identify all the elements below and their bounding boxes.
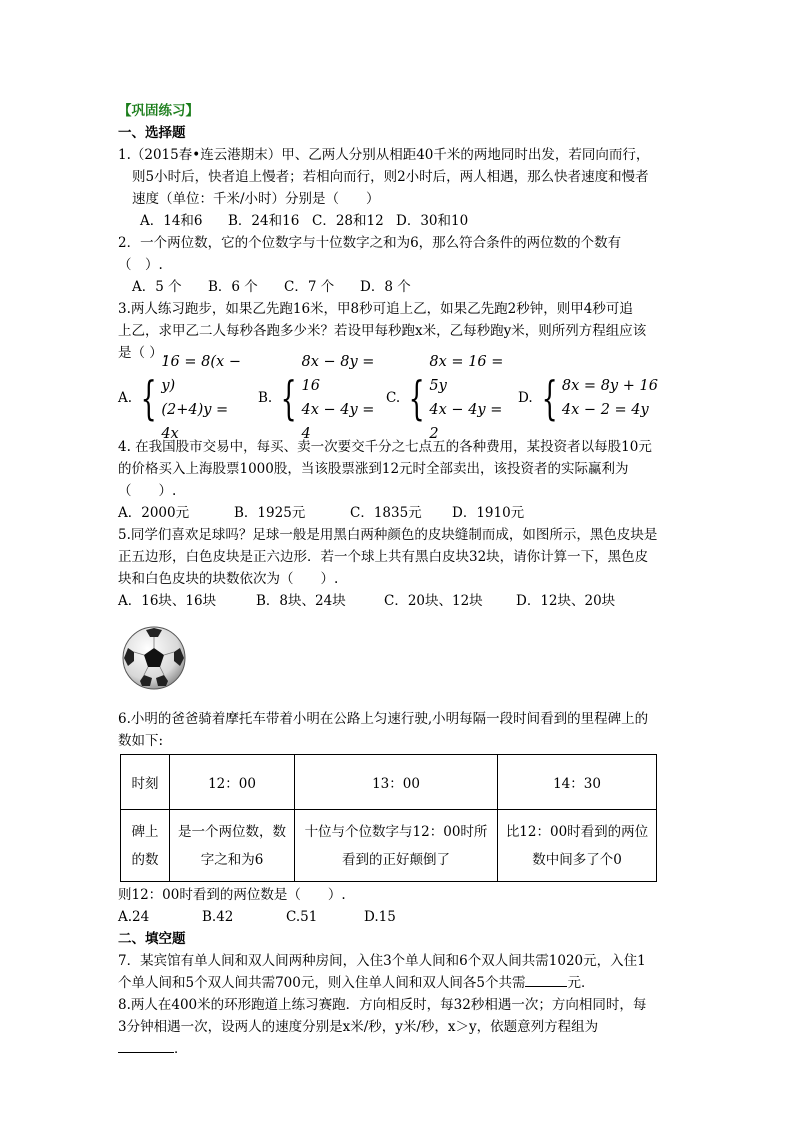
q2-option-c: C．7 个 (284, 279, 335, 295)
q6-option-c: C.51 (286, 909, 318, 925)
q7-line2 (118, 972, 678, 994)
q3-a-eq1: 16 = 8(x − y) (161, 354, 241, 394)
q1-line3: 速度（单位：千米/小时）分别是（ ） (132, 191, 380, 207)
table-row (121, 810, 657, 882)
q3-option-c-label: C. (386, 390, 401, 406)
q5-option-a: A．16块、16块 (118, 593, 217, 609)
q5-option-d: D．12块、20块 (516, 593, 616, 609)
q1-option-c: C．28和12 (312, 213, 384, 229)
q3-line2: 上乙，求甲乙二人每秒各跑多少米？若设甲每秒跑x米，乙每秒跑y米，则所列方程组应该 (118, 323, 647, 339)
number-cell-3-line2: 数中间多了个0 (532, 851, 622, 868)
q4-option-d: D．1910元 (452, 505, 525, 521)
section-header: 【巩固练习】 (118, 103, 199, 119)
number-cell-2-line1: 十位与个位数字与12：00时所 (304, 823, 488, 840)
q1-option-d: D．30和10 (396, 213, 469, 229)
q4-option-a: A．2000元 (118, 505, 190, 521)
q3-a-eq2: (2+4)y = 4x (161, 402, 229, 442)
row-header-time: 时刻 (121, 755, 170, 810)
q3-option-d (518, 371, 658, 425)
q2-line1: 2．一个两位数，它的个位数字与十位数字之和为6，那么符合条件的两位数的个数有 (118, 235, 622, 251)
row-header-number-line2: 的数 (131, 851, 159, 868)
q3-line3: 是（ ）. (118, 345, 168, 361)
q6-line1: 6.小明的爸爸骑着摩托车带着小明在公路上匀速行驶,小明每隔一段时间看到的里程碑上的 (118, 711, 649, 727)
question-1 (118, 144, 678, 232)
number-cell-1-line1: 是一个两位数，数 (178, 823, 286, 840)
q7-line2-suffix: 元． (567, 975, 595, 991)
q3-d-eq1: 8x = 8y + 16 (561, 378, 658, 394)
q3-d-eq2: 4x − 2 = 4y (561, 402, 649, 418)
milestone-table (120, 754, 657, 882)
q8-answer-blank[interactable] (118, 1038, 174, 1053)
q7-line2-text: 个单人间和5个双人间共需700元，则入住单人间和双人间各5个共需 (118, 975, 526, 991)
q2-option-b: B．6 个 (208, 279, 258, 295)
brace-icon: { (140, 371, 157, 425)
q8-line3 (118, 1038, 678, 1060)
table-row (121, 755, 657, 810)
q3-option-b-label: B. (258, 390, 273, 406)
q4-option-c: C．1835元 (350, 505, 422, 521)
q8-line3-suffix: ． (174, 1041, 188, 1057)
brace-icon: { (408, 371, 425, 425)
row-header-number (121, 810, 170, 882)
question-7 (118, 950, 678, 994)
number-cell-3-line1: 比12：00时看到的两位 (505, 823, 649, 840)
question-4 (118, 436, 678, 524)
q5-option-c: C．20块、12块 (384, 593, 483, 609)
question-8 (118, 994, 678, 1060)
q5-line2: 正五边形，白色皮块是正六边形．若一个球上共有黑白皮块32块，请你计算一下，黑色皮 (118, 549, 649, 565)
q6-option-d: D.15 (364, 909, 396, 925)
q1-option-a: A．14和6 (140, 213, 203, 229)
question-6 (118, 708, 678, 928)
q3-c-eq1: 8x = 16 = 5y (429, 354, 504, 394)
q8-line1: 8.两人在400米的环形跑道上练习赛跑．方向相反时，每32秒相遇一次；方向相同时，每 (118, 997, 647, 1013)
number-cell-1-line2: 字之和为6 (200, 851, 264, 868)
q1-option-b: B．24和16 (228, 213, 300, 229)
number-cell-1 (170, 810, 295, 882)
q2-option-a: A．5 个 (132, 279, 182, 295)
question-5 (118, 524, 678, 708)
q3-option-a-label: A. (118, 390, 133, 406)
q2-line2: （ ）. (118, 257, 163, 273)
q6-options (118, 906, 678, 928)
time-cell-2: 13：00 (295, 755, 498, 810)
q3-options (118, 354, 678, 442)
question-2 (118, 232, 678, 298)
q7-line1: 7．某宾馆有单人间和双人间两种房间，入住3个单人间和6个双人间共需1020元，入住1 (118, 953, 646, 969)
q5-option-b: B．8块、24块 (256, 593, 346, 609)
q6-option-a: A.24 (118, 909, 150, 925)
q4-line2: 的价格买入上海股票1000股，当该股票涨到12元时全部卖出，该投资者的实际赢利为 (118, 461, 629, 477)
q6-option-b: B.42 (202, 909, 234, 925)
time-cell-3: 14：30 (498, 755, 657, 810)
q3-option-b (258, 350, 376, 446)
q3-b-eq2: 4x − 4y = 4 (301, 402, 375, 442)
part1-title: 一、选择题 (118, 125, 186, 141)
question-3 (118, 298, 678, 442)
q4-options (118, 502, 678, 524)
brace-icon: { (280, 371, 297, 425)
q3-option-c (386, 350, 508, 446)
time-cell-1: 12：00 (170, 755, 295, 810)
q6-line3: 则12：00时看到的两位数是（ ）. (118, 887, 346, 903)
q2-option-d: D．8 个 (360, 279, 411, 295)
q4-option-b: B．1925元 (234, 505, 306, 521)
q6-line2: 数如下: (118, 733, 164, 749)
q5-line3: 块和白色皮块的块数依次为（ ）. (118, 571, 339, 587)
number-cell-2-line2: 看到的正好颠倒了 (342, 851, 450, 868)
q3-option-d-label: D. (518, 390, 533, 406)
q1-line2: 则5小时后，快者追上慢者；若相向而行，则2小时后，两人相遇，那么快者速度和慢者 (132, 169, 649, 185)
q3-option-a (118, 350, 248, 446)
q7-answer-blank[interactable] (525, 972, 567, 987)
brace-icon: { (541, 371, 558, 425)
q2-options (118, 276, 678, 298)
q3-b-eq1: 8x − 8y = 16 (301, 354, 375, 394)
q3-c-eq2: 4x − 4y = 2 (429, 402, 503, 442)
part2-title: 二、填空题 (118, 931, 186, 947)
q8-line2: 3分钟相遇一次，设两人的速度分别是x米/秒，y米/秒，x＞y，依题意列方程组为 (118, 1019, 599, 1035)
worksheet (118, 100, 678, 1060)
q4-line3: （ ）. (118, 483, 177, 499)
soccer-ball-image (122, 626, 186, 690)
q5-options (118, 590, 678, 612)
q4-line1: 4. 在我国股市交易中，每买、卖一次要交千分之七点五的各种费用，某投资者以每股10元 (118, 439, 652, 455)
number-cell-2 (295, 810, 498, 882)
number-cell-3 (498, 810, 657, 882)
q1-options (118, 210, 678, 232)
q5-line1: 5.同学们喜欢足球吗？足球一般是用黑白两种颜色的皮块缝制而成，如图所示，黑色皮块是 (118, 527, 658, 543)
row-header-number-line1: 碑上 (131, 823, 159, 840)
q1-line1: 1.（2015春•连云港期末）甲、乙两人分别从相距40千米的两地同时出发，若同向而行， (118, 147, 650, 163)
q3-line1: 3.两人练习跑步，如果乙先跑16米，甲8秒可追上乙，如果乙先跑2秒钟，则甲4秒可追 (118, 301, 633, 317)
